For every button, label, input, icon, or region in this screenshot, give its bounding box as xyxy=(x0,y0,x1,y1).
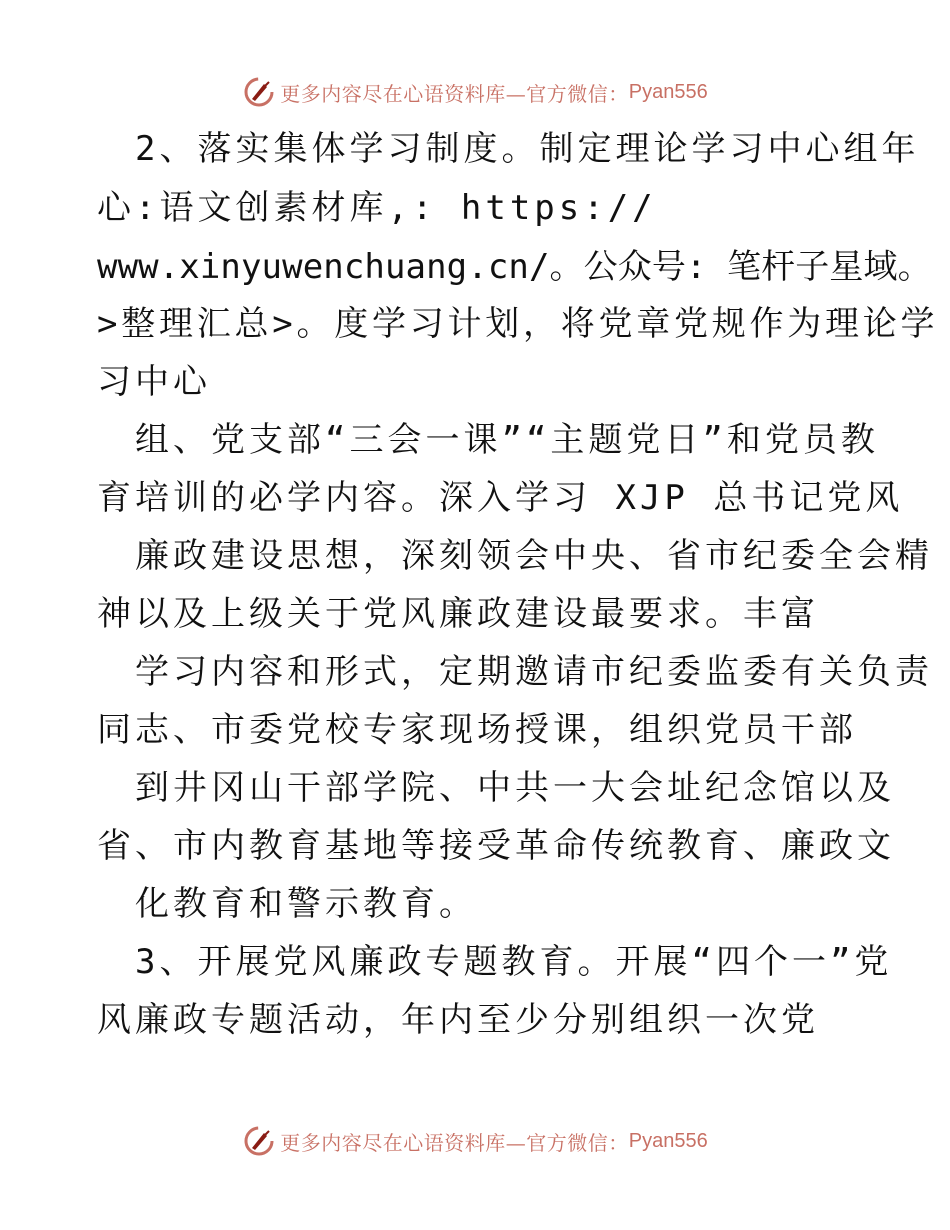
watermark-footer xyxy=(0,1121,950,1161)
text-line: www.xinyuwenchuang.cn/。公众号: 笔杆子星域。 xyxy=(97,247,932,287)
text-line: 组、党支部“三会一课”“主题党日”和党员教 xyxy=(135,420,879,460)
watermark-header xyxy=(0,72,950,112)
watermark-text: 更多内容尽在心语资料库—官方微信： xyxy=(280,1130,629,1155)
text-line: 2、落实集体学习制度。制定理论学习中心组年 xyxy=(135,129,920,169)
text-line: 省、市内教育基地等接受革命传统教育、廉政文 xyxy=(97,826,895,866)
text-line: 风廉政专题活动，年内至少分别组织一次党 xyxy=(97,1000,819,1040)
text-line: 化教育和警示教育。 xyxy=(135,884,477,924)
watermark-text: 更多内容尽在心语资料库—官方微信： xyxy=(280,81,629,106)
text-line: >整理汇总>。度学习计划，将党章党规作为理论学 xyxy=(97,304,939,344)
text-line: 心:语文创素材库,: https:// xyxy=(97,188,657,228)
pen-nib-logo-icon xyxy=(242,1124,276,1158)
watermark-account: Pyan556 xyxy=(628,1129,708,1152)
text-line: 育培训的必学内容。深入学习 XJP 总书记党风 xyxy=(97,478,904,518)
text-line: 廉政建设思想，深刻领会中央、省市纪委全会精 xyxy=(135,536,933,576)
watermark-account: Pyan556 xyxy=(628,80,708,103)
text-line: 3、开展党风廉政专题教育。开展“四个一”党 xyxy=(135,942,893,982)
text-line: 学习内容和形式，定期邀请市纪委监委有关负责 xyxy=(135,652,933,692)
text-line: 到井冈山干部学院、中共一大会址纪念馆以及 xyxy=(135,768,895,808)
text-line: 神以及上级关于党风廉政建设最要求。丰富 xyxy=(97,594,819,634)
pen-nib-logo-icon xyxy=(242,75,276,109)
text-line: 同志、市委党校专家现场授课，组织党员干部 xyxy=(97,710,857,750)
text-line: 习中心 xyxy=(97,362,211,402)
